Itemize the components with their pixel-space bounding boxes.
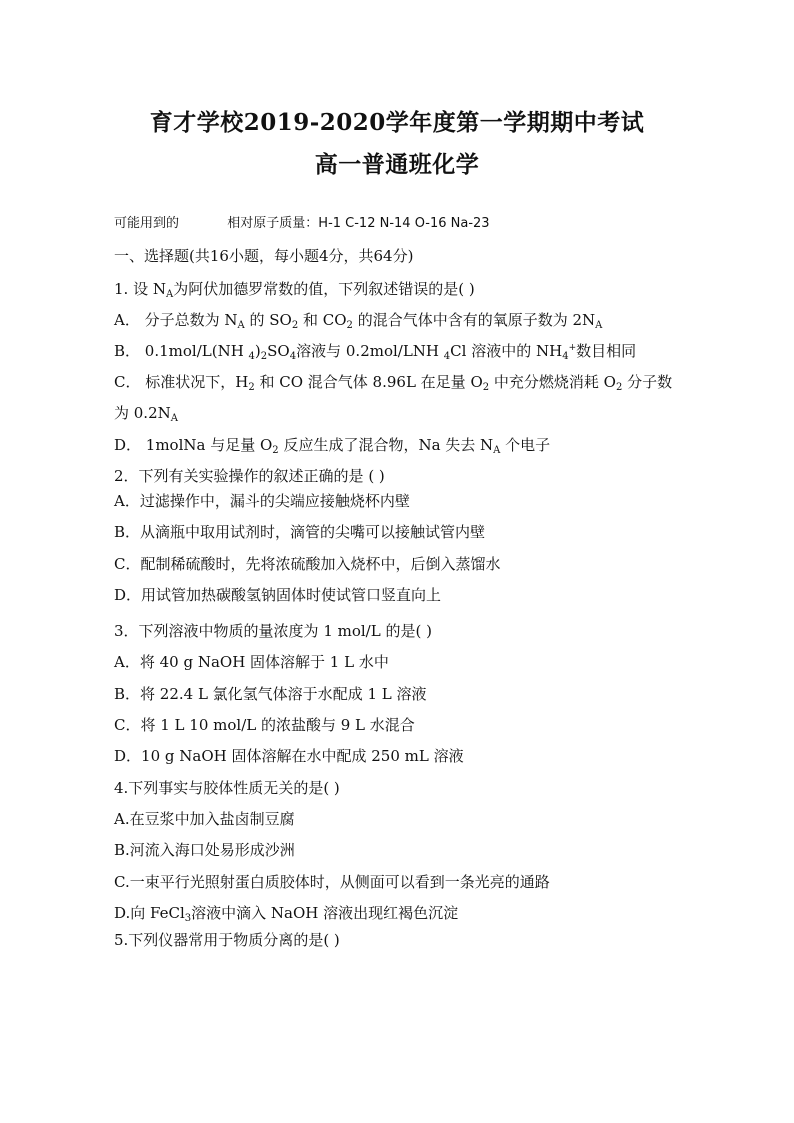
question-2-stem: 2．下列有关实验操作的叙述正确的是 ( ) <box>114 467 385 485</box>
question-1-option-d: D． 1molNa 与足量 $O_2$ 反应生成了混合物，Na 失去 $N_A$ 个电子 <box>114 436 551 456</box>
question-1-option-a: A． 分子总数为 $N_A$ 的 $SO_2$ 和 $CO_2$ 的混合气体中含有的氧原子数为 $2N_A$ <box>114 311 603 331</box>
question-1-option-b: B． 0.1mol/L(NH $_4)_2SO_4$溶液与 0.2mol/LNH $_4$Cl 溶液中的 $NH_4^+$数目相同 <box>114 342 637 362</box>
question-2-option-a: A．过滤操作中，漏斗的尖端应接触烧杯内壁 <box>114 492 410 510</box>
question-5-stem: 5.下列仪器常用于物质分离的是( ) <box>114 931 340 949</box>
question-2-option-d: D．用试管加热碳酸氢钠固体时使试管口竖直向上 <box>114 586 442 604</box>
question-3-option-b: B．将 22.4 L 氯化氢气体溶于水配成 1 L 溶液 <box>114 685 427 703</box>
question-4-option-a: A.在豆浆中加入盐卤制豆腐 <box>114 810 295 828</box>
exam-subtitle: 高一普通班化学 <box>314 151 480 178</box>
question-3-option-a: A．将 40 g NaOH 固体溶解于 1 L 水中 <box>114 653 389 671</box>
question-2-option-c: C．配制稀硫酸时，先将浓硫酸加入烧杯中，后倒入蒸馏水 <box>114 555 501 573</box>
section-heading: 一、选择题(共16小题，每小题4分，共64分) <box>114 247 414 265</box>
question-4-option-d: D.向 FeCl$_3$溶液中滴入 NaOH 溶液出现红褐色沉淀 <box>114 904 459 924</box>
question-4-stem: 4.下列事实与胶体性质无关的是( ) <box>114 779 340 797</box>
question-3-option-d: D．10 g NaOH 固体溶解在水中配成 250 mL 溶液 <box>114 747 464 765</box>
exam-title: 育才学校2019-2020学年度第一学期期中考试 <box>149 109 645 136</box>
question-3-stem: 3．下列溶液中物质的量浓度为 1 mol/L 的是( ) <box>114 622 432 640</box>
atomic-mass-line <box>114 214 490 234</box>
question-1-option-c: C． 标准状况下，$H_2$ 和 CO 混合气体 8.96L 在足量 $O_2$ 中充分燃烧消耗 $O_2$ 分子数 <box>114 373 673 393</box>
question-4-option-c: C.一束平行光照射蛋白质胶体时，从侧面可以看到一条光亮的通路 <box>114 873 550 891</box>
atomic-mass-values: 相对原子质量：H-1 C-12 N-14 O-16 Na-23 <box>227 216 490 231</box>
question-3-option-c: C．将 1 L 10 mol/L 的浓盐酸与 9 L 水混合 <box>114 716 415 734</box>
question-1-option-c-continued: 为 $0.2N_A$ <box>114 404 178 424</box>
question-4-option-b: B.河流入海口处易形成沙洲 <box>114 841 295 859</box>
atomic-mass-label: 可能用到的 <box>114 216 180 231</box>
question-2-option-b: B．从滴瓶中取用试剂时，滴管的尖嘴可以接触试管内壁 <box>114 523 486 541</box>
question-1-stem: 1. 设 $N_A$为阿伏加德罗常数的值，下列叙述错误的是( ) <box>114 280 475 300</box>
